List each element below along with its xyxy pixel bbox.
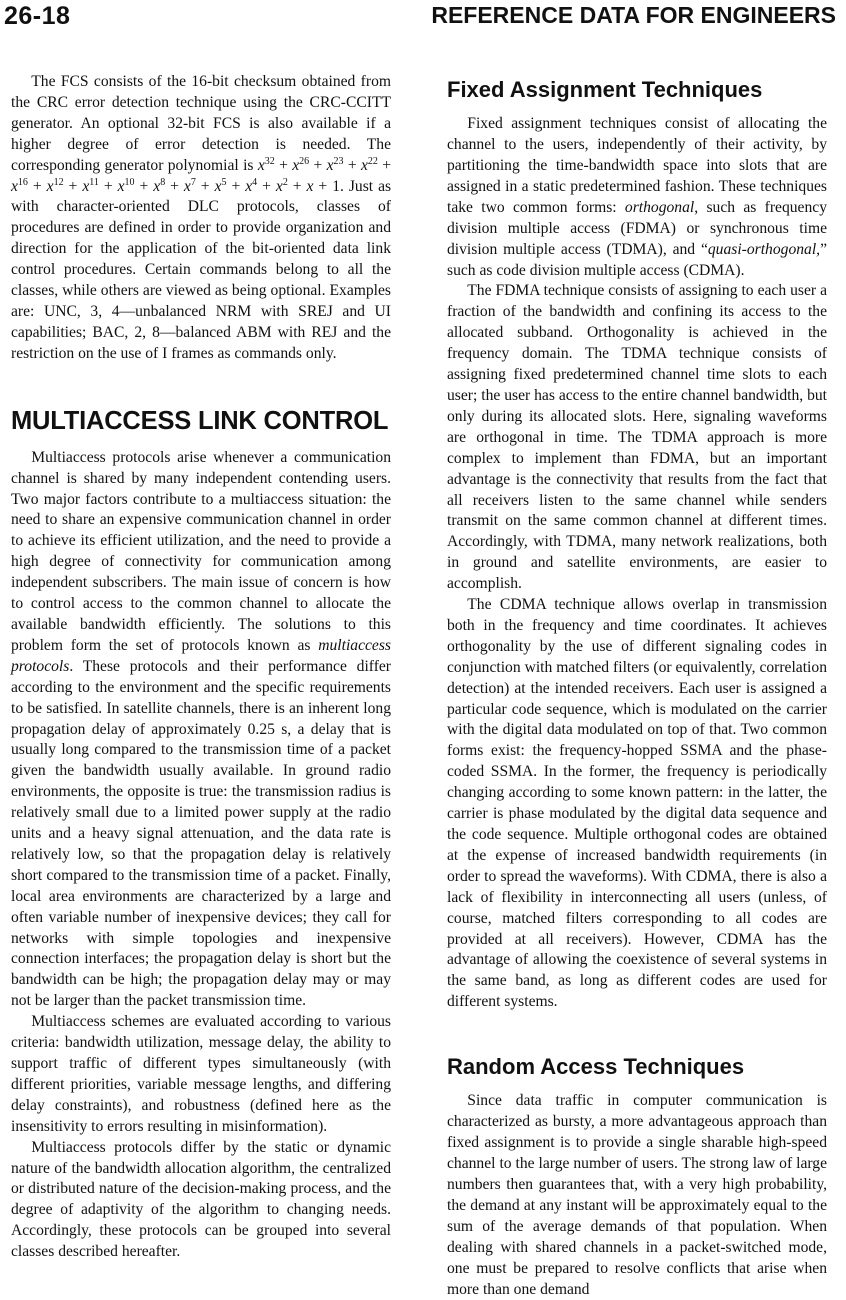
- fixed-assignment-text-middle: , such as frequency division multiple access (FDMA) or synchronous time division multiple access (TDMA), and “: [447, 198, 827, 258]
- section-heading-multiaccess: MULTIACCESS LINK CONTROL: [11, 406, 389, 435]
- fdma-tdma-paragraph: The FDMA technique consists of assigning to each user a fraction of the bandwidth and confining its access to the allocated subband. Orthogonality is achieved in the frequency domain. The TDMA technique consists of assigning fixed predetermined channel time slots to each user; the user has access to the entire channel bandwidth, but only during its allocated slots. Here, signaling waveforms are orthogonal in time. The TDMA approach is more complex to implement than FDMA, but an important advantage is the connectivity that results from the fact that all receivers listen to the same channel while senders transmit on the same common channel at different times. Accordingly, with TDMA, many network realizations, both in ground and satellite environments, are easier to accomplish.: [447, 282, 827, 593]
- page-number: 26-18: [4, 2, 71, 30]
- multiaccess-criteria-paragraph: Multiaccess schemes are evaluated according to various criteria: bandwidth utilization, message delay, the ability to support traffic of different types simultaneously (with different priorities, variable message lengths, and differing delay constraints), and robustness (defined here as the insensitivity to errors resulting in misinformation).: [11, 1013, 391, 1135]
- subsection-heading-random-access: Random Access Techniques: [447, 1054, 745, 1080]
- fcs-text-end: . Just as with character-oriented DLC protocols, classes of procedures are defined in order to provide organization and direction for the application of the bit-oriented data link control procedures. Certain commands belong to all the classes, while others are viewed as being optional. Examples are: UNC, 3, 4—unbalanced NRM with SREJ and UI capabilities; BAC, 2, 8—balanced ABM with REJ and the restriction on the use of I frames as commands only.: [11, 177, 392, 362]
- generator-polynomial: $x^{32} + x^{26} + x^{23} + x^{22} + x^{16} + x^{12} + x^{11} + x^{10} + x^8 + x^7 + x^5 + x^4 + x^2 + x + 1$: [11, 155, 391, 195]
- cdma-paragraph: The CDMA technique allows overlap in transmission both in the frequency and time coordinates. It achieves orthogonality by the use of different signaling codes in conjunction with matched filters (or equivalently, correlation detection) at the intended receivers. Each user is assigned a particular code sequence, which is modulated on the carrier with the digital data modulated on top of that. Two common forms exist: the frequency-hopped SSMA and the phase-coded SSMA. In the former, the frequency is periodically changing according to some known pattern: in the latter, the carrier is phase modulated by the digital data sequence and the code sequence. Multiple orthogonal codes are obtained at the expense of increased bandwidth requirements (in order to spread the waveforms). With CDMA, there is also a lack of flexibility in interconnecting all users (unless, of course, matched filters corresponding to all codes are provided at all receivers). However, CDMA has the advantage of allowing the coexistence of several systems in the same band, as long as different codes are used for different systems.: [447, 596, 827, 1011]
- subsection-heading-fixed-assignment: Fixed Assignment Techniques: [447, 77, 763, 102]
- quasi-orthogonal-term: quasi-orthogonal,: [707, 240, 821, 258]
- fcs-text-start: The FCS consists of the 16-bit checksum obtained from the CRC error detection technique using the CRC-CCITT generator. An optional 32-bit FCS is also available if a higher degree of error detection is needed. The corresponding generator polynomial is: [11, 73, 391, 174]
- right-column: [447, 78, 827, 1300]
- fixed-assignment-text-end: ” such as code division multiple access (CDMA).: [447, 240, 827, 279]
- multiaccess-protocols-term: multiaccess protocols: [11, 636, 391, 675]
- random-access-paragraph: Since data traffic in computer communication is characterized as bursty, a more advantageous approach than fixed assignment is to provide a single sharable high-speed channel to the large number of users. The strong law of large numbers then guarantees that, with a very high probability, the demand at any instant will be approximately equal to the sum of the average demands of that population. When dealing with shared channels in a packet-switched mode, one must be prepared to resolve conflicts that arise when more than one demand: [447, 1092, 827, 1298]
- fixed-assignment-text-start: Fixed assignment techniques consist of allocating the channel to the users, independently of their activity, by partitioning the time-bandwidth space into slots that are assigned in a static predetermined fashion. These techniques take two common forms:: [447, 115, 827, 216]
- orthogonal-term: orthogonal: [624, 198, 695, 216]
- running-title: REFERENCE DATA FOR ENGINEERS: [431, 2, 836, 28]
- page-header: [0, 0, 846, 40]
- multiaccess-classes-paragraph: Multiaccess protocols differ by the static or dynamic nature of the bandwidth allocation algorithm, the centralized or distributed nature of the decision-making process, and the degree of adaptivity of the algorithm to changing needs. Accordingly, these protocols can be grouped into several classes described hereafter.: [11, 1138, 391, 1261]
- multiaccess-intro-text-start: Multiaccess protocols arise whenever a communication channel is shared by many independent contending users. Two major factors contribute to a multiaccess situation: the need to share an expensive communication channel in order to achieve its efficient utilization, and the need to provide a high degree of connectivity for communication among independent subscribers. The main issue of concern is how to control access to the common channel to allocate the available bandwidth efficiently. The solutions to this problem form the set of protocols known as: [11, 448, 391, 654]
- fixed-assignment-paragraph: [447, 114, 827, 281]
- left-column: [11, 72, 391, 1263]
- fcs-paragraph: [11, 72, 391, 365]
- multiaccess-intro-text-end: . These protocols and their performance differ according to the environment and the specific requirements to be satisfied. In satellite channels, there is an inherent long propagation delay of approximately 0.25 s, a delay that is usually long compared to the transmission time of a packet given the bandwidth usually available. In ground radio environments, the opposite is true: the transmission radius is relatively small due to a limited power supply at the radio units and a heavy signal attenuation, and the data rate is relatively low, so that the propagation delay is relatively short compared to the transmission time of a packet. Finally, local area environments are characterized by a large and often variable number of inexpensive devices; they call for networks with simple topologies and inexpensive connection interfaces; the propagation delay is short but the bandwidth can be high; the propagation delay may or may not be larger than the packet transmission time.: [11, 657, 391, 1010]
- multiaccess-intro-paragraph: [11, 448, 391, 1012]
